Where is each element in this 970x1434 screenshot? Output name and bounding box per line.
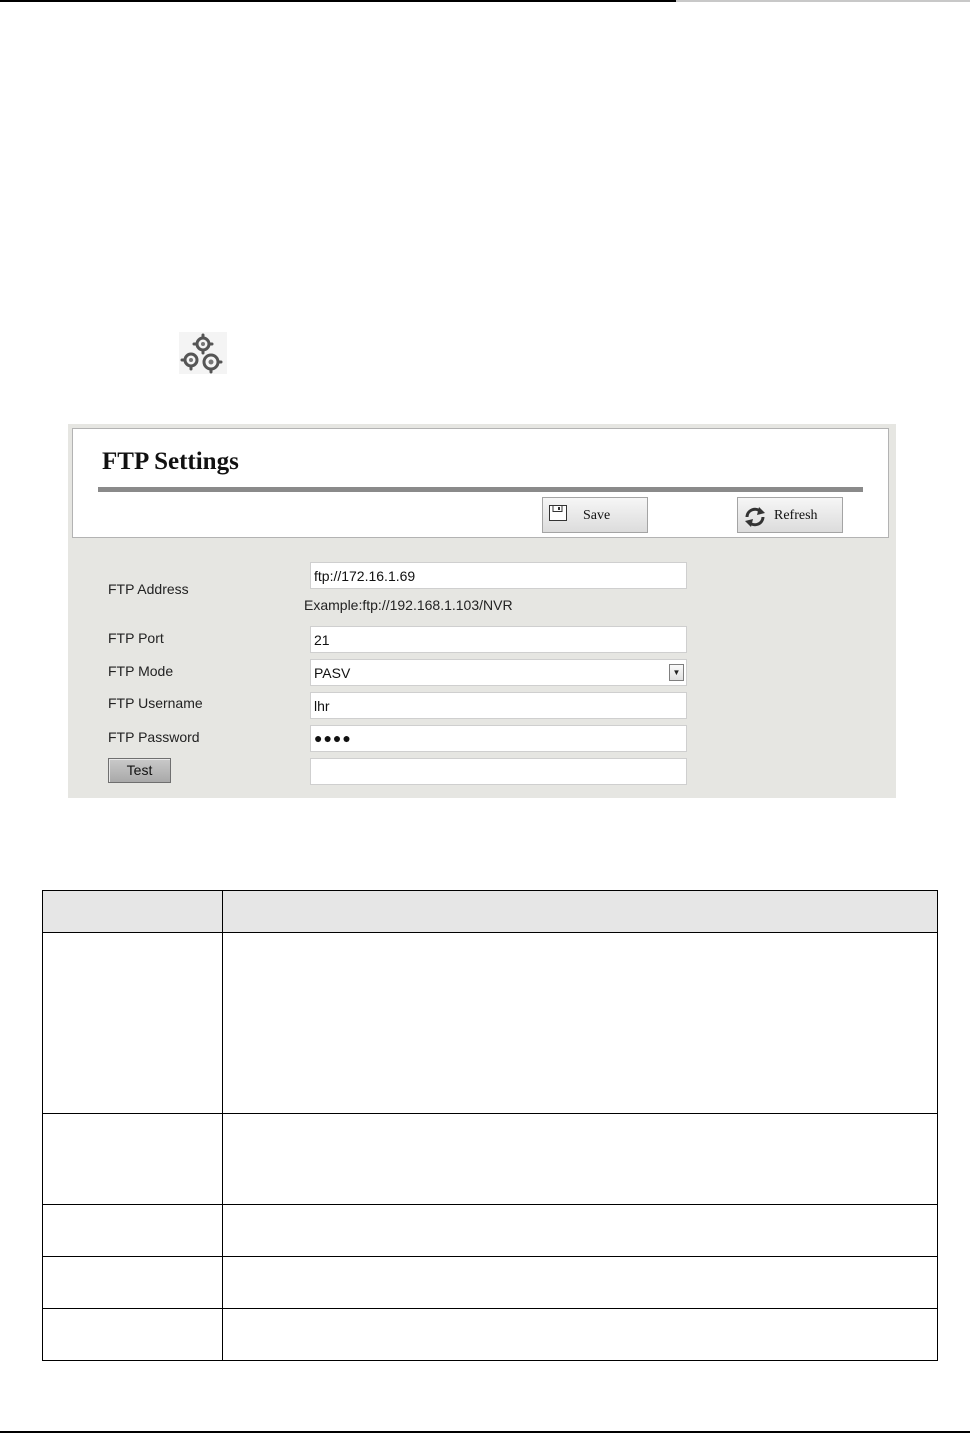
ftp-port-input[interactable]: 21 [310, 626, 687, 653]
ftp-address-hint: Example:ftp://192.168.1.103/NVR [304, 597, 513, 613]
ftp-username-label: FTP Username [108, 695, 203, 711]
save-button-label: Save [583, 508, 611, 523]
table-header-cell [43, 891, 223, 933]
ftp-port-label: FTP Port [108, 630, 164, 646]
table-row [43, 933, 938, 1114]
ftp-mode-select[interactable] [310, 659, 687, 686]
refresh-button[interactable] [737, 497, 843, 533]
ftp-mode-label: FTP Mode [108, 663, 174, 679]
parameter-table [42, 890, 938, 1361]
ftp-settings-panel [68, 424, 896, 798]
table-cell [43, 1205, 223, 1257]
table-cell [43, 1309, 223, 1361]
chevron-down-icon[interactable]: ▼ [669, 664, 684, 681]
ftp-password-input[interactable] [310, 725, 687, 752]
save-button[interactable] [542, 497, 648, 533]
ftp-mode-value: PASV [314, 665, 351, 681]
table-header-cell [223, 891, 938, 933]
page-title: FTP Settings [102, 448, 239, 475]
test-result-field [310, 758, 687, 785]
page-top-rule-shade [676, 0, 970, 2]
floppy-disk-icon [549, 505, 567, 521]
table-row [43, 1205, 938, 1257]
table-cell [223, 1114, 938, 1205]
settings-gear-icon [179, 332, 227, 374]
table-row [43, 1114, 938, 1205]
table-cell [43, 1257, 223, 1309]
ftp-address-input[interactable]: ftp://172.16.1.69 [310, 562, 687, 589]
table-cell [223, 1309, 938, 1361]
ftp-password-mask: ●●●● [314, 730, 352, 746]
ftp-username-input[interactable]: lhr [310, 692, 687, 719]
page-bottom-rule [0, 1431, 970, 1433]
page-top-rule [0, 0, 676, 2]
table-cell [223, 933, 938, 1114]
test-button[interactable]: Test [108, 758, 171, 783]
table-cell [43, 1114, 223, 1205]
title-divider [98, 487, 863, 492]
table-cell [223, 1205, 938, 1257]
refresh-icon [741, 506, 769, 528]
table-header-row [43, 891, 938, 933]
refresh-button-label: Refresh [774, 508, 818, 523]
ftp-password-label: FTP Password [108, 729, 200, 745]
table-row [43, 1309, 938, 1361]
ftp-settings-header [72, 428, 889, 538]
table-cell [223, 1257, 938, 1309]
table-cell [43, 933, 223, 1114]
ftp-address-label: FTP Address [108, 581, 189, 597]
table-row [43, 1257, 938, 1309]
